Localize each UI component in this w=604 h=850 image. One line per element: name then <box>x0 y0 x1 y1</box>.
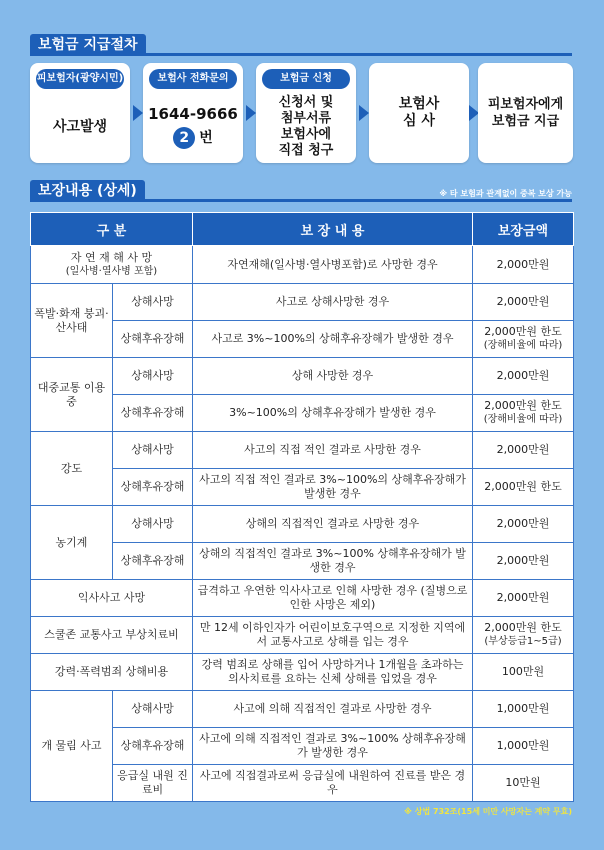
step-text: 사고발생 <box>52 118 108 135</box>
arrow-right-icon <box>246 105 256 121</box>
amount-cell: 2,000만원 한도 <box>484 399 562 412</box>
extension-number-badge: 2 <box>173 127 195 149</box>
amount-sub: (장해비율에 따라) <box>483 340 563 351</box>
step-card-4 <box>369 63 469 163</box>
step-tag: 보험사 전화문의 <box>149 69 237 89</box>
amount-cell: 10만원 <box>473 765 574 802</box>
step-card-2 <box>143 63 243 163</box>
step-text: 직접 청구 <box>278 143 334 158</box>
extension-suffix: 번 <box>199 129 213 146</box>
amount-cell: 2,000만원 한도 <box>484 621 562 634</box>
subcategory-cell: 상해후유장해 <box>113 543 193 580</box>
content-cell: 사고에 직접결과로써 응급실에 내원하여 진료를 받은 경우 <box>193 765 473 802</box>
step-text: 피보험자에게 <box>487 97 564 112</box>
amount-cell: 2,000만원 <box>473 580 574 617</box>
content-cell: 사고에 의해 직접적인 결과로 3%~100% 상해후유장해가 발생한 경우 <box>193 728 473 765</box>
step-card-3 <box>256 63 356 163</box>
section-title-procedure: 보험금 지급절차 <box>30 34 146 56</box>
subcategory-cell: 상해사망 <box>113 691 193 728</box>
footer-note: ※ 상법 732조(15세 미만 사망자는 계약 무효) <box>404 807 572 816</box>
category-cell: 농기계 <box>31 506 113 580</box>
content-cell: 사고의 직접 적인 결과로 사망한 경우 <box>193 432 473 469</box>
content-cell: 상해 사망한 경우 <box>193 358 473 395</box>
subcategory-cell: 상해후유장해 <box>113 469 193 506</box>
subcategory-cell: 상해사망 <box>113 358 193 395</box>
content-cell: 3%~100%의 상해후유장해가 발생한 경우 <box>193 395 473 432</box>
arrow-right-icon <box>359 105 369 121</box>
step-card-5 <box>478 63 573 163</box>
amount-cell: 2,000만원 <box>473 284 574 321</box>
header-content: 보 장 내 용 <box>193 213 473 246</box>
table-row <box>31 432 574 469</box>
content-cell: 사고에 의해 직접적인 결과로 사망한 경우 <box>193 691 473 728</box>
amount-cell: 2,000만원 <box>473 246 574 284</box>
category-cell: 자 연 재 해 사 망 <box>70 250 153 264</box>
table-row <box>31 580 574 617</box>
category-cell: 폭발·화재 붕괴·산사태 <box>31 284 113 358</box>
content-cell: 상해의 직접적인 결과로 사망한 경우 <box>193 506 473 543</box>
table-row <box>31 654 574 691</box>
amount-cell: 2,000만원 한도 <box>473 469 574 506</box>
category-cell: 스쿨존 교통사고 부상치료비 <box>31 617 193 654</box>
subcategory-cell: 응급실 내원 진료비 <box>113 765 193 802</box>
step-text: 보험사 <box>398 96 440 112</box>
category-cell: 강도 <box>31 432 113 506</box>
amount-cell: 100만원 <box>473 654 574 691</box>
header-amount: 보장금액 <box>473 213 574 246</box>
step-tag: 보험금 신청 <box>262 69 350 89</box>
content-cell: 자연재해(일사병·열사병포함)로 사망한 경우 <box>193 246 473 284</box>
category-cell: 개 물림 사고 <box>31 691 113 802</box>
step-text: 보험사에 <box>280 127 332 142</box>
subcategory-cell: 상해후유장해 <box>113 395 193 432</box>
step-text: 신청서 및 <box>278 95 334 110</box>
amount-cell: 2,000만원 <box>473 506 574 543</box>
category-sub: (일사병·열사병 포함) <box>65 265 158 277</box>
table-row <box>31 691 574 728</box>
table-row <box>31 395 574 432</box>
table-row <box>31 728 574 765</box>
table-row <box>31 469 574 506</box>
subcategory-cell: 상해후유장해 <box>113 728 193 765</box>
subcategory-cell: 상해사망 <box>113 506 193 543</box>
section-title-coverage: 보장내용 (상세) <box>30 180 145 202</box>
amount-cell: 2,000만원 한도 <box>484 325 562 338</box>
amount-cell: 2,000만원 <box>473 543 574 580</box>
table-row <box>31 284 574 321</box>
table-row <box>31 358 574 395</box>
content-cell: 만 12세 이하인자가 어린이보호구역으로 지정한 지역에서 교통사고로 상해를 입는 경우 <box>193 617 473 654</box>
step-text: 심 사 <box>403 113 435 129</box>
amount-sub: (부상등급1~5급) <box>484 636 562 647</box>
section-rule <box>30 53 572 56</box>
content-cell: 급격하고 우연한 익사사고로 인해 사망한 경우 (질병으로 인한 사망은 제외) <box>193 580 473 617</box>
category-cell: 강력·폭력범죄 상해비용 <box>31 654 193 691</box>
amount-sub: (장해비율에 따라) <box>483 414 563 425</box>
table-row <box>31 506 574 543</box>
subcategory-cell: 상해사망 <box>113 432 193 469</box>
subcategory-cell: 상해사망 <box>113 284 193 321</box>
coverage-table <box>30 212 573 802</box>
category-cell: 익사사고 사망 <box>31 580 193 617</box>
step-tag: 피보험자(광양시민) <box>36 69 124 89</box>
duplicate-coverage-note: ※ 타 보험과 관계없이 중복 보상 가능 <box>439 189 572 198</box>
table-row <box>31 617 574 654</box>
amount-cell: 2,000만원 <box>473 358 574 395</box>
table-row <box>31 321 574 358</box>
step-card-1 <box>30 63 130 163</box>
content-cell: 사고의 직접 적인 결과로 3%~100%의 상해후유장해가 발생한 경우 <box>193 469 473 506</box>
content-cell: 사고로 상해사망한 경우 <box>193 284 473 321</box>
subcategory-cell: 상해후유장해 <box>113 321 193 358</box>
category-cell: 대중교통 이용중 <box>31 358 113 432</box>
amount-cell: 2,000만원 <box>473 432 574 469</box>
amount-cell: 1,000만원 <box>473 691 574 728</box>
step-text: 보험금 지급 <box>491 114 560 129</box>
content-cell: 상해의 직접적인 결과로 3%~100% 상해후유장해가 발생한 경우 <box>193 543 473 580</box>
amount-cell: 1,000만원 <box>473 728 574 765</box>
table-row <box>31 543 574 580</box>
table-row <box>31 246 574 284</box>
content-cell: 강력 범죄로 상해를 입어 사망하거나 1개월을 초과하는 의사치료를 요하는 신체 상해를 입었을 경우 <box>193 654 473 691</box>
phone-number: 1644-9666 <box>148 104 238 123</box>
section-rule <box>30 199 572 202</box>
step-text: 첨부서류 <box>280 111 332 126</box>
arrow-right-icon <box>133 105 143 121</box>
header-category: 구 분 <box>31 213 193 246</box>
table-row <box>31 765 574 802</box>
content-cell: 사고로 3%~100%의 상해후유장해가 발생한 경우 <box>193 321 473 358</box>
